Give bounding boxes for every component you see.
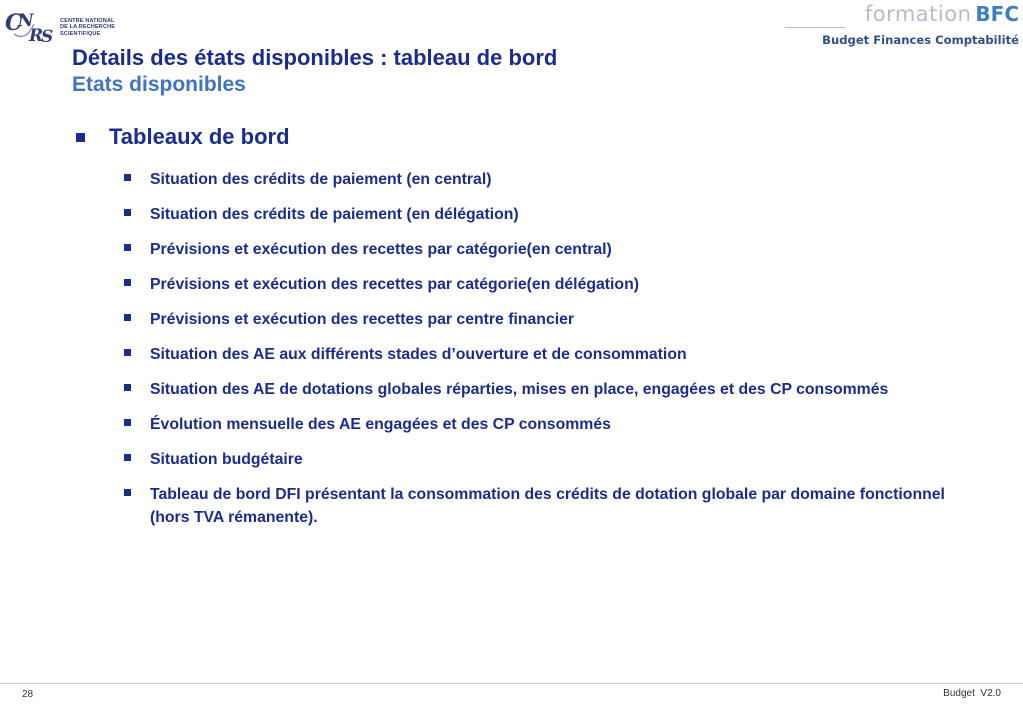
square-bullet-icon bbox=[124, 349, 131, 356]
square-bullet-icon bbox=[124, 209, 131, 216]
version-label: Budget V2.0 bbox=[943, 688, 1001, 699]
bfc-subtitle: Budget Finances Comptabilité bbox=[822, 33, 1019, 47]
list-item-text: Prévisions et exécution des recettes par catégorie(en délégation) bbox=[150, 276, 639, 293]
section-heading: Tableaux de bord bbox=[109, 124, 290, 149]
list-item bbox=[124, 378, 984, 401]
list-item-text: Situation des AE aux différents stades d’ouverture et de consommation bbox=[150, 346, 687, 363]
bfc-acronym: BFC bbox=[975, 2, 1019, 26]
formation-bfc-logo bbox=[799, 2, 1019, 50]
cnrs-logo bbox=[4, 6, 124, 46]
slide-subtitle: Etats disponibles bbox=[72, 73, 246, 96]
list-item-text: Situation des crédits de paiement (en délégation) bbox=[150, 206, 519, 223]
cnrs-org-name bbox=[60, 18, 124, 37]
list-item-text: Prévisions et exécution des recettes par catégorie(en central) bbox=[150, 241, 612, 258]
square-bullet-icon bbox=[124, 454, 131, 461]
svg-text:R: R bbox=[29, 26, 44, 46]
square-bullet-icon bbox=[124, 419, 131, 426]
square-bullet-icon bbox=[124, 314, 131, 321]
svg-text:S: S bbox=[41, 27, 54, 46]
cnrs-org-line: SCIENTIFIQUE bbox=[60, 30, 101, 37]
cnrs-org-line: CENTRE NATIONAL bbox=[60, 18, 115, 24]
list-item bbox=[124, 238, 984, 261]
slide-title: Détails des états disponibles : tableau de bord bbox=[72, 45, 558, 70]
list-item bbox=[124, 273, 984, 296]
list-item bbox=[124, 203, 984, 226]
cnrs-logo-mark bbox=[4, 6, 56, 46]
square-bullet-icon bbox=[124, 244, 131, 251]
list-item-text: Situation budgétaire bbox=[150, 451, 303, 468]
square-bullet-icon bbox=[124, 489, 131, 496]
list-item-text: Situation des AE de dotations globales réparties, mises en place, engagées et des CP consommés bbox=[150, 381, 889, 398]
list-item bbox=[124, 483, 984, 529]
square-bullet-icon bbox=[124, 279, 131, 286]
list-item bbox=[124, 413, 984, 436]
list-item bbox=[124, 168, 984, 191]
square-bullet-icon bbox=[124, 174, 131, 181]
svg-text:N: N bbox=[18, 11, 34, 31]
list-item bbox=[124, 343, 984, 366]
list-item bbox=[124, 448, 984, 471]
list-item-text: Prévisions et exécution des recettes par centre financier bbox=[150, 311, 575, 328]
list-item bbox=[124, 308, 984, 331]
square-bullet-icon bbox=[124, 384, 131, 391]
page-number: 28 bbox=[22, 689, 34, 700]
list-item-text: Situation des crédits de paiement (en central) bbox=[150, 171, 492, 188]
bullet-list bbox=[124, 168, 984, 541]
cnrs-org-line: DE LA RECHERCHE bbox=[60, 24, 116, 31]
footer-rule bbox=[0, 683, 1023, 684]
svg-text:C: C bbox=[5, 10, 23, 36]
list-item-text: Tableau de bord DFI présentant la consommation des crédits de dotation globale par domaine fonctionnel (hors TVA rémanente). bbox=[150, 486, 945, 526]
formation-word: formation bbox=[864, 2, 972, 26]
square-bullet-icon bbox=[76, 133, 85, 142]
formation-logo-row bbox=[865, 2, 1019, 28]
list-item-text: Évolution mensuelle des AE engagées et des CP consommés bbox=[150, 416, 611, 433]
